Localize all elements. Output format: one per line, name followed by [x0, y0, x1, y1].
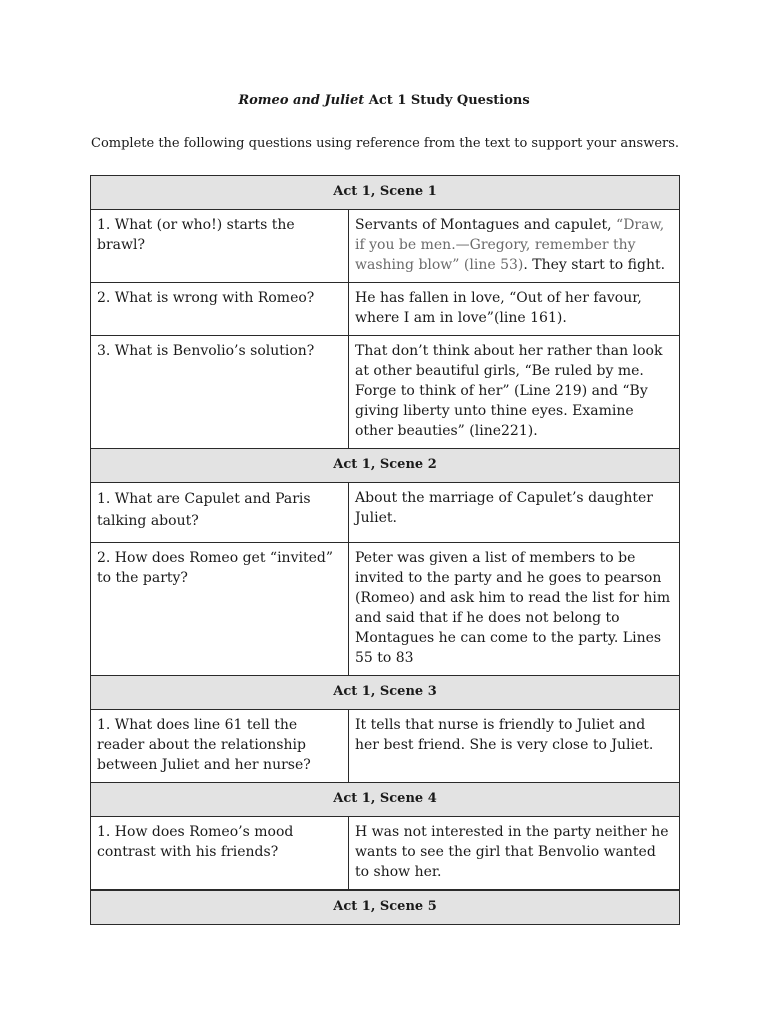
answer-cell	[349, 210, 680, 283]
answer-cell: About the marriage of Capulet’s daughter Juliet.	[349, 483, 680, 543]
scene-heading: Act 1, Scene 2	[91, 449, 680, 483]
answer-cell: It tells that nurse is friendly to Juliet and her best friend. She is very close to Juliet.	[349, 710, 680, 783]
question-cell: 1. How does Romeo’s mood contrast with his friends?	[91, 817, 349, 891]
answer-cell: He has fallen in love, “Out of her favour, where I am in love”(line 161).	[349, 283, 680, 336]
answer-quote: “Draw, if you be men.—Gregory, remember thy washing blow” (line 53)	[355, 217, 665, 273]
scene-heading: Act 1, Scene 3	[91, 676, 680, 710]
table-row	[91, 710, 680, 783]
question-cell: 1. What (or who!) starts the brawl?	[91, 210, 349, 283]
instructions-text: Complete the following questions using reference from the text to support your answers.	[91, 136, 680, 151]
question-cell: 3. What is Benvolio’s solution?	[91, 336, 349, 449]
scene-1-header-row	[91, 176, 680, 210]
table-row	[91, 817, 680, 891]
table-row	[91, 483, 680, 543]
scene-heading: Act 1, Scene 4	[91, 783, 680, 817]
answer-cell: That don’t think about her rather than look at other beautiful girls, “Be ruled by me. Forge to think of her” (Line 219) and “By giving liberty unto thine eyes. Examine other beauties” (line221).	[349, 336, 680, 449]
answer-text-end: . They start to fight.	[523, 257, 666, 273]
scene-heading: Act 1, Scene 1	[91, 176, 680, 210]
answer-cell: H was not interested in the party neither he wants to see the girl that Benvolio wanted to show her.	[349, 817, 680, 891]
scene-5-header-row	[91, 890, 680, 925]
table-row	[91, 543, 680, 676]
title-play-name: Romeo and Juliet	[238, 93, 365, 108]
scene-3-header-row	[91, 676, 680, 710]
table-row	[91, 336, 680, 449]
scene-2-header-row	[91, 449, 680, 483]
question-cell: 2. What is wrong with Romeo?	[91, 283, 349, 336]
question-cell: 2. How does Romeo get “invited” to the party?	[91, 543, 349, 676]
table-row	[91, 210, 680, 283]
scene-4-header-row	[91, 783, 680, 817]
question-cell: 1. What are Capulet and Paris talking about?	[91, 483, 349, 543]
scene-heading: Act 1, Scene 5	[91, 890, 680, 925]
title-rest: Act 1 Study Questions	[364, 93, 530, 108]
table-row	[91, 283, 680, 336]
study-questions-table	[90, 175, 680, 925]
question-cell: 1. What does line 61 tell the reader about the relationship between Juliet and her nurse?	[91, 710, 349, 783]
answer-cell: Peter was given a list of members to be invited to the party and he goes to pearson (Romeo) and ask him to read the list for him and said that if he does not belong to Montagues he can come to the party. Lines 55 to 83	[349, 543, 680, 676]
page-title	[0, 93, 768, 108]
answer-text: Servants of Montagues and capulet,	[355, 217, 617, 233]
